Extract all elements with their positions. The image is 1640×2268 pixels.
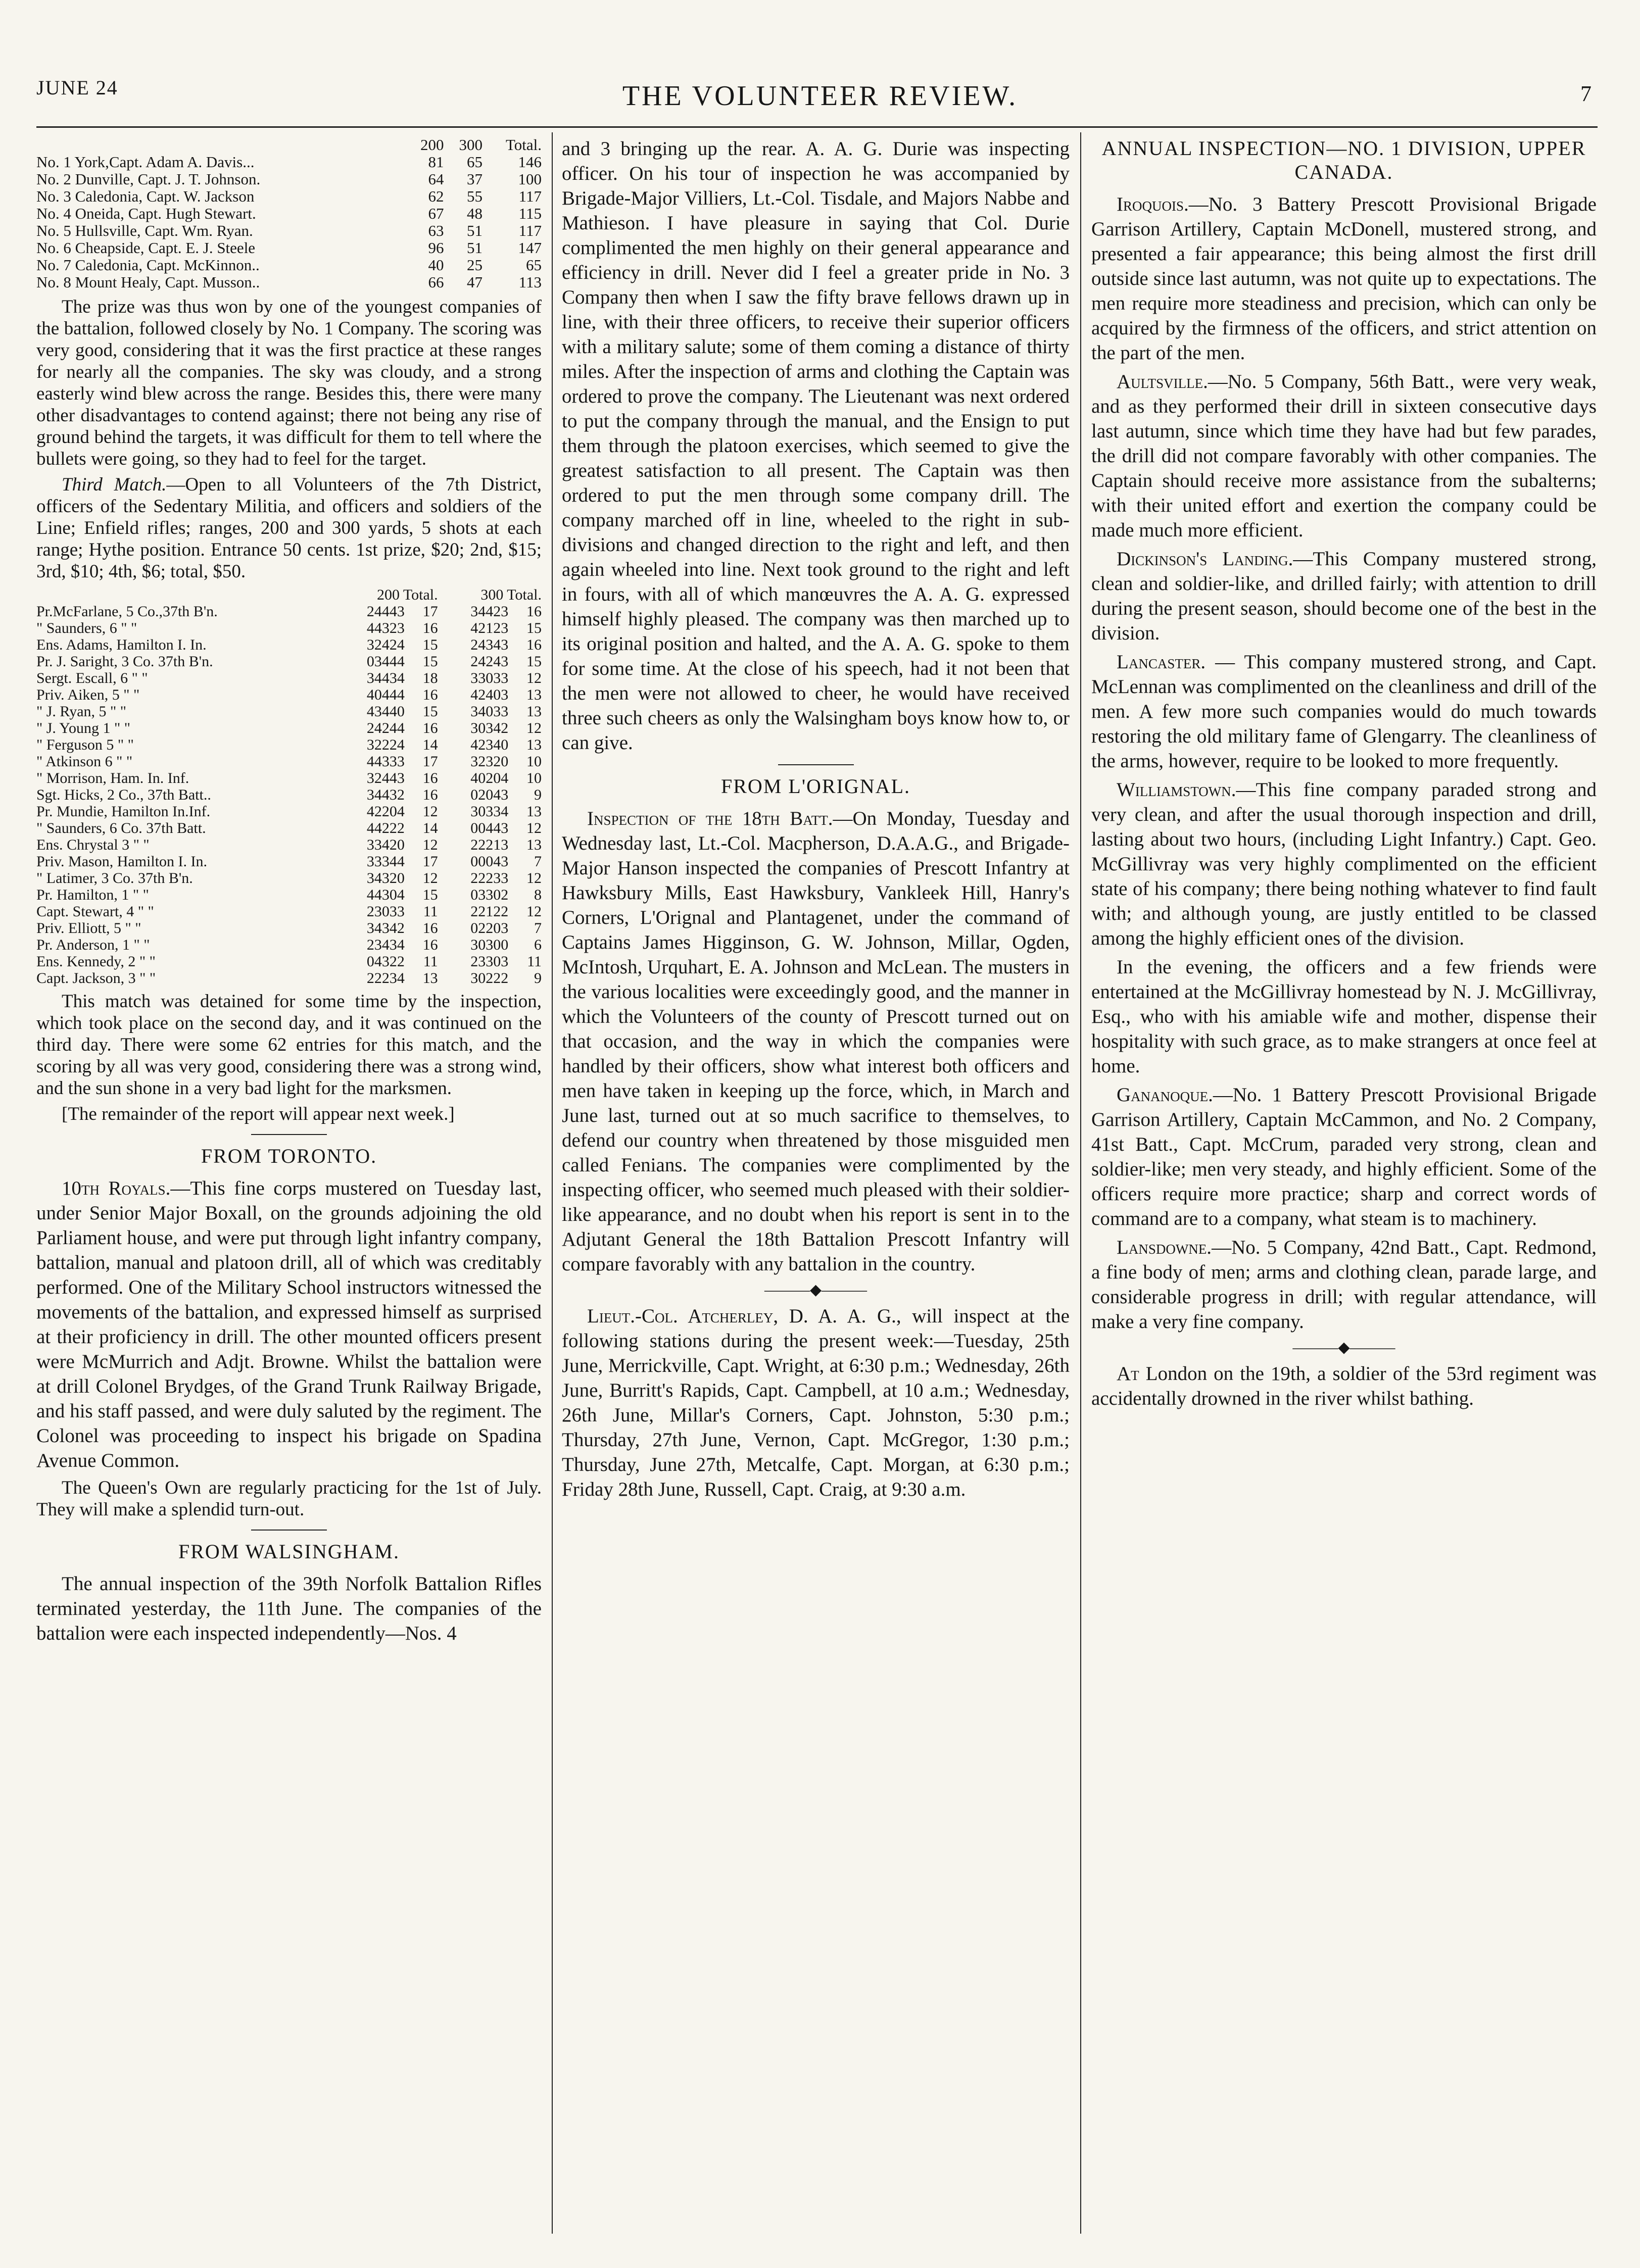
table-row xyxy=(36,222,542,239)
table-cell-score: 22213 xyxy=(470,836,509,853)
table-cell-score: 117 xyxy=(518,222,542,239)
table-cell-score: 67 xyxy=(428,205,444,222)
paragraph xyxy=(1091,547,1597,646)
table-row xyxy=(36,886,542,903)
table-cell-score: 17 xyxy=(422,853,438,870)
table-cell-score: 32320 xyxy=(470,753,509,770)
table-cell-score: 14 xyxy=(422,820,438,836)
table-cell-score: 33344 xyxy=(366,853,405,870)
section-divider xyxy=(778,764,854,765)
table-cell-score: 51 xyxy=(467,239,483,257)
table-cell-score: 64 xyxy=(428,170,444,188)
column-rule-2 xyxy=(1080,132,1081,2234)
table-row xyxy=(36,205,542,222)
paragraph-text: —On Monday, Tuesday and Wednesday last, Lt.-Col. Macpherson, D.A.A.G., and Brigade-Major Hanson inspected the companies of Prescott Infantry at Hawksbury Mills, East Hawksbury, Vankleek Hill, Hanry's Corners, L'Orignal and Plantagenet, under the command of Captains James Higginson, G. W. Johnson, Millar, Ogden, McIntosh, Urquhart, E. A. Johnson and McLean. The musters in the various localities were exceedingly good, and the manner in which the Volunteers of the county of Prescott turned out on that occasion, and the way in which the companies were handled by their officers, show what interest both officers and men have taken in keeping up the force, which, in March and June last, turned out at so much sacrifice to themselves, to defend our country when threatened by those misguided men called Fenians. The companies were complimented by the inspecting officer, who seemed much pleased with their soldier-like appearance, and no doubt when his report is sent in to the Adjutant General the 18th Battalion Prescott Infantry will compare favorably with any battalion in the country. xyxy=(562,808,1070,1275)
table-cell-score: 34423 xyxy=(470,603,509,620)
table-cell-score: 42123 xyxy=(470,620,509,636)
table-cell-score: 146 xyxy=(518,153,542,171)
table-cell-score: 00443 xyxy=(470,820,509,836)
table-cell-score: 15 xyxy=(422,886,438,903)
table-row xyxy=(36,257,542,274)
table-cell-score: 42204 xyxy=(366,803,405,820)
table-header-row xyxy=(36,586,542,603)
table-cell-score: 12 xyxy=(526,820,542,836)
table-cell-score: 9 xyxy=(534,970,542,987)
table-cell-score: 11 xyxy=(527,953,542,970)
table-cell-score: 03444 xyxy=(366,653,405,670)
table-cell-name: Ens. Kennedy, 2 " " xyxy=(36,953,156,970)
table-cell-score: 15 xyxy=(422,653,438,670)
table-cell-score: 48 xyxy=(467,205,483,222)
column-rule-1 xyxy=(552,132,553,2234)
table-cell-name: Priv. Aiken, 5 " " xyxy=(36,686,140,703)
table-cell-score: 24244 xyxy=(366,720,405,736)
page-header xyxy=(0,76,1640,121)
table-row xyxy=(36,970,542,987)
table-cell-score: 16 xyxy=(422,620,438,636)
paragraph-text: — This company mustered strong, and Capt. McLennan was complimented on the cleanliness and drill of the men. A few more such companies would do much towards restoring the old military fame of Glengarry. The cleanliness of the arms, however, require to be looked to more frequently. xyxy=(1091,651,1597,772)
paragraph-lead: Lancaster. xyxy=(1117,651,1206,673)
table-cell-score: 24443 xyxy=(366,603,405,620)
paragraph-text: —Open to all Volunteers of the 7th District, officers of the Sedentary Militia, and officers and soldiers of the Line; Enfield rifles; ranges, 200 and 300 yards, 5 shots at each range; Hythe position. Entrance 50 cents. 1st prize, $20; 2nd, $15; 3rd, $10; 4th, $6; total, $50. xyxy=(36,474,542,582)
table-cell-score: 17 xyxy=(422,753,438,770)
issue-date: JUNE 24 xyxy=(36,76,118,99)
newspaper-title: THE VOLUNTEER REVIEW. xyxy=(622,80,1018,112)
table-header-cell: Total. xyxy=(505,136,542,154)
table-cell-score: 96 xyxy=(428,239,444,257)
paragraph-lead: Aultsville. xyxy=(1117,371,1208,392)
table-cell-name: No. 7 Caledonia, Capt. McKinnon.. xyxy=(36,256,260,274)
table-cell-score: 12 xyxy=(422,803,438,820)
table-header-cell: 300 xyxy=(459,136,483,154)
table-cell-name: Capt. Jackson, 3 " " xyxy=(36,970,156,987)
table-cell-score: 9 xyxy=(534,786,542,803)
table-cell-score: 16 xyxy=(526,636,542,653)
table-cell-score: 42340 xyxy=(470,736,509,753)
table-cell-score: 23033 xyxy=(366,903,405,920)
paragraph-lead: Iroquois. xyxy=(1117,193,1189,215)
table-row xyxy=(36,753,542,770)
paragraph-text: —No. 5 Company, 56th Batt., were very weak, and as they performed their drill in sixteen consecutive days last autumn, since which time they have had but few parades, the drill did not compare favorably with other companies. The Captain should receive more assistance from the subalterns; with their united effort and exertion the company could be made much more efficient. xyxy=(1091,371,1597,541)
paragraph xyxy=(1091,777,1597,951)
table-cell-score: 6 xyxy=(534,936,542,953)
table-cell-score: 17 xyxy=(422,603,438,620)
table-cell-score: 16 xyxy=(422,720,438,736)
table-cell-score: 34342 xyxy=(366,920,405,936)
table-cell-score: 30342 xyxy=(470,720,509,736)
paragraph-lead: Third Match. xyxy=(62,474,167,495)
divider-ornament: ———◆——— xyxy=(1292,1339,1395,1356)
table-cell-name: No. 6 Cheapside, Capt. E. J. Steele xyxy=(36,239,256,257)
table-cell-score: 04322 xyxy=(366,953,405,970)
table-row xyxy=(36,953,542,970)
table-cell-score: 16 xyxy=(422,920,438,936)
paragraph: This match was detained for some time by the inspection, which took place on the second day, and it was continued on the third day. There were some 62 entries for this match, and the scoring by all was very good, considering there was a strong wind, and the sun shone in a very bad light for the marksmen. xyxy=(36,991,542,1099)
column-left xyxy=(36,136,542,2238)
table-row xyxy=(36,736,542,753)
table-cell-score: 147 xyxy=(518,239,542,257)
table-cell-score: 02203 xyxy=(470,920,509,936)
table-row xyxy=(36,154,542,171)
table-cell-score: 40204 xyxy=(470,770,509,786)
table-cell-score: 15 xyxy=(526,620,542,636)
paragraph-lead: 10th Royals. xyxy=(62,1177,171,1199)
paragraph-lead: Dickinson's Landing. xyxy=(1117,548,1293,570)
table-cell-score: 32424 xyxy=(366,636,405,653)
table-cell-score: 22233 xyxy=(470,870,509,886)
table-cell-score: 16 xyxy=(422,786,438,803)
table-cell-score: 13 xyxy=(526,703,542,720)
table-row xyxy=(36,803,542,820)
table-cell-name: " Atkinson 6 " " xyxy=(36,753,133,770)
score-table-third-match xyxy=(36,586,542,987)
paragraph xyxy=(1091,369,1597,543)
table-cell-name: No. 8 Mount Healy, Capt. Musson.. xyxy=(36,273,260,291)
paragraph-lead: Lieut.-Col. Atcherley, D. A. A. G., xyxy=(587,1305,901,1327)
table-cell-score: 15 xyxy=(422,636,438,653)
table-cell-name: " Saunders, 6 Co. 37th Batt. xyxy=(36,820,206,836)
table-cell-name: " Ferguson 5 " " xyxy=(36,736,134,753)
paragraph xyxy=(1091,1361,1597,1411)
table-cell-score: 37 xyxy=(467,170,483,188)
paragraph: The prize was thus won by one of the youngest companies of the battalion, followed closely by No. 1 Company. The scoring was very good, considering that it was the first practice at these ranges for nearly all the companies. The sky was cloudy, and a strong easterly wind blew across the range. Besides this, there were many other disadvantages to contend against; there not being any rise of ground behind the targets, it was difficult for them to tell where the bullets were going, so they had to feel for the target. xyxy=(36,297,542,469)
header-rule xyxy=(36,126,1598,128)
paragraph-text: will inspect at the following stations during the present week:—Tuesday, 25th June, Merrickville, Capt. Wright, at 6:30 p.m.; Wednesday, 26th June, Burritt's Rapids, Capt. Campbell, at 10 a.m.; Wednesday, 26th June, Millar's Corners, Capt. Johnston, 5:30 p.m.; Thursday, 27th June, Vernon, Capt. McGregor, 1:30 p.m.; Thursday, June 27th, Metcalfe, Capt. Morgan, at 6:30 p.m.; Friday 28th June, Russell, Capt. Craig, at 9:30 a.m. xyxy=(562,1305,1070,1500)
table-cell-score: 22122 xyxy=(470,903,509,920)
table-cell-name: Priv. Mason, Hamilton I. In. xyxy=(36,853,208,870)
table-row xyxy=(36,603,542,620)
paragraph: The annual inspection of the 39th Norfolk Battalion Rifles terminated yesterday, the 11th June. The companies of the battalion were each inspected independently—Nos. 4 xyxy=(36,1573,542,1644)
table-row xyxy=(36,239,542,257)
table-cell-score: 25 xyxy=(467,256,483,274)
table-cell-score: 42403 xyxy=(470,686,509,703)
table-header-cell xyxy=(36,586,334,603)
paragraph-text: —This fine company paraded strong and very clean, and after the usual thorough inspection and drill, lasting about two hours, (including Light Infantry.) Capt. Geo. McGillivray was very highly complimented on the efficient state of his company; there being nothing whatever to find fault with; and although young, are justly entitled to be classed among the highly efficient ones of the division. xyxy=(1091,779,1597,949)
table-cell-name: Priv. Elliott, 5 " " xyxy=(36,920,141,936)
table-cell-score: 12 xyxy=(422,836,438,853)
table-cell-name: " J. Ryan, 5 " " xyxy=(36,703,127,720)
table-cell-score: 12 xyxy=(422,870,438,886)
table-row xyxy=(36,936,542,953)
table-cell-score: 66 xyxy=(428,273,444,291)
table-header-cell: 200 xyxy=(420,136,444,154)
table-cell-name: Ens. Chrystal 3 " " xyxy=(36,836,150,853)
table-cell-score: 24243 xyxy=(470,653,509,670)
table-row xyxy=(36,620,542,636)
table-cell-name: No. 2 Dunville, Capt. J. T. Johnson. xyxy=(36,170,261,188)
table-cell-score: 12 xyxy=(526,903,542,920)
table-cell-score: 63 xyxy=(428,222,444,239)
table-cell-score: 34033 xyxy=(470,703,509,720)
table-cell-name: Pr. Anderson, 1 " " xyxy=(36,936,150,953)
paragraph: [The remainder of the report will appear next week.] xyxy=(62,1104,455,1124)
table-cell-score: 7 xyxy=(534,920,542,936)
table-cell-score: 40 xyxy=(428,256,444,274)
table-cell-score: 44333 xyxy=(366,753,405,770)
table-cell-score: 10 xyxy=(526,770,542,786)
table-row xyxy=(36,786,542,803)
column-middle xyxy=(562,136,1070,2238)
table-cell-score: 02043 xyxy=(470,786,509,803)
table-cell-score: 16 xyxy=(422,936,438,953)
table-header-cell: 200 Total. xyxy=(376,586,438,603)
paragraph-text: —No. 3 Battery Prescott Provisional Brigade Garrison Artillery, Captain McDonell, mustered strong, and presented a fair appearance; this being almost the first drill outside since last autumn, was not quite up to expectations. The men require more steadiness and precision, which can only be acquired by the firmness of the officers, and strict attention on the part of the men. xyxy=(1091,193,1597,364)
table-cell-score: 23434 xyxy=(366,936,405,953)
table-cell-score: 55 xyxy=(467,187,483,205)
section-divider xyxy=(251,1530,327,1531)
paragraph-text: —This Company mustered strong, clean and soldier-like, and drilled fairly; with attention to drill during the present season, should become one of the best in the division. xyxy=(1091,548,1597,644)
table-cell-name: Sgt. Hicks, 2 Co., 37th Batt.. xyxy=(36,786,211,803)
table-cell-score: 33420 xyxy=(366,836,405,853)
table-row xyxy=(36,853,542,870)
table-cell-score: 81 xyxy=(428,153,444,171)
table-cell-score: 13 xyxy=(422,970,438,987)
table-row xyxy=(36,703,542,720)
table-cell-score: 8 xyxy=(534,886,542,903)
table-cell-score: 40444 xyxy=(366,686,405,703)
table-cell-score: 13 xyxy=(526,803,542,820)
paragraph xyxy=(1091,192,1597,365)
table-row xyxy=(36,870,542,886)
table-cell-name: Capt. Stewart, 4 " " xyxy=(36,903,154,920)
table-row xyxy=(36,653,542,670)
table-cell-score: 32443 xyxy=(366,770,405,786)
paragraph xyxy=(36,474,542,582)
table-cell-name: " Morrison, Ham. In. Inf. xyxy=(36,770,189,786)
table-cell-name: Pr. Hamilton, 1 " " xyxy=(36,886,149,903)
paragraph-text: —No. 5 Company, 42nd Batt., Capt. Redmond, a fine body of men; arms and clothing clean, parade large, and considerable progress in drill; with regular attendance, will make a very fine company. xyxy=(1091,1237,1597,1333)
section-heading-lorignal: FROM L'ORIGNAL. xyxy=(721,775,910,798)
table-cell-score: 13 xyxy=(526,686,542,703)
table-cell-score: 34320 xyxy=(366,870,405,886)
table-cell-score: 117 xyxy=(518,187,542,205)
table-cell-score: 44323 xyxy=(366,620,405,636)
paragraph-text: —No. 1 Battery Prescott Provisional Brigade Garrison Artillery, Captain McCammon, and No. 2 Company, 41st Batt., Capt. McCrum, paraded very strong, clean and soldier-like; men very steady, and highly efficient. Some of the officers require more practice; sharp and correct words of command are to a company, what steam is to machinery. xyxy=(1091,1084,1597,1229)
table-cell-name: Pr. J. Saright, 3 Co. 37th B'n. xyxy=(36,653,213,670)
table-cell-score: 13 xyxy=(526,736,542,753)
table-cell-score: 12 xyxy=(526,670,542,686)
table-cell-score: 14 xyxy=(422,736,438,753)
table-header-cell: 300 Total. xyxy=(480,586,542,603)
section-divider xyxy=(251,1134,327,1135)
table-cell-score: 115 xyxy=(518,205,542,222)
table-cell-name: " Saunders, 6 " " xyxy=(36,620,137,636)
table-cell-score: 16 xyxy=(422,686,438,703)
table-cell-score: 11 xyxy=(423,953,438,970)
table-cell-score: 03302 xyxy=(470,886,509,903)
table-row xyxy=(36,670,542,686)
table-cell-name: Pr. Mundie, Hamilton In.Inf. xyxy=(36,803,211,820)
paragraph xyxy=(1091,1235,1597,1334)
paragraph xyxy=(1091,650,1597,773)
table-cell-score: 65 xyxy=(526,256,542,274)
table-cell-score: 23303 xyxy=(470,953,509,970)
table-cell-score: 62 xyxy=(428,187,444,205)
table-header-cell xyxy=(36,136,405,154)
table-row xyxy=(36,903,542,920)
table-cell-name: No. 5 Hullsville, Capt. Wm. Ryan. xyxy=(36,222,253,239)
table-cell-name: " Latimer, 3 Co. 37th B'n. xyxy=(36,870,193,886)
column-right xyxy=(1091,136,1597,2238)
table-cell-name: Pr.McFarlane, 5 Co.,37th B'n. xyxy=(36,603,218,620)
table-cell-score: 15 xyxy=(526,653,542,670)
table-row xyxy=(36,274,542,291)
table-cell-score: 11 xyxy=(423,903,438,920)
table-row xyxy=(36,636,542,653)
paragraph-lead: At xyxy=(1117,1363,1139,1385)
table-cell-score: 15 xyxy=(422,703,438,720)
table-row xyxy=(36,720,542,736)
table-cell-name: No. 3 Caledonia, Capt. W. Jackson xyxy=(36,187,255,205)
table-cell-score: 30300 xyxy=(470,936,509,953)
table-cell-score: 00043 xyxy=(470,853,509,870)
table-cell-score: 34432 xyxy=(366,786,405,803)
table-header-row xyxy=(36,136,542,154)
paragraph-text: —This fine corps mustered on Tuesday last, under Senior Major Boxall, on the grounds adjoining the old Parliament house, and were put through light infantry company, battalion, manual and platoon drill, all of which was creditably performed. One of the Military School instructors witnessed the movements of the battalion, and expressed himself as surprised at their proficiency in drill. The other mounted officers present were McMurrich and Adjt. Browne. Whilst the battalion were at drill Colonel Brydges, of the Grand Trunk Railway Brigade, and his staff passed, and were duly saluted by the regiment. The Colonel was proceeding to inspect his brigade on Spadina Avenue Common. xyxy=(36,1177,542,1471)
table-cell-score: 47 xyxy=(467,273,483,291)
score-table-companies xyxy=(36,136,542,291)
table-cell-score: 16 xyxy=(526,603,542,620)
table-cell-score: 44304 xyxy=(366,886,405,903)
paragraph-lead: Williamstown. xyxy=(1117,779,1236,801)
paragraph: and 3 bringing up the rear. A. A. G. Durie was inspecting officer. On his tour of inspection he was accompanied by Brigade-Major Villiers, Lt.-Col. Tisdale, and Majors Nabbe and Mathieson. I have pleasure in saying that Col. Durie complimented the men highly on their general appearance and efficiency in drill. Never did I feel a greater pride in No. 3 Company then when I saw the fifty brave fellows drawn up in line, with their three officers, to receive their superior officers with a military salute; some of them coming a distance of thirty miles. After the inspection of arms and clothing the Captain was ordered to prove the company. The Lieutenant was next ordered to put the company through the manual, and the Ensign to put them through the platoon exercises, which seemed to give the greatest satisfaction to all present. The Captain was then ordered to put the men through some company drill. The company marched off in line, wheeled to the right in sub-divisions and changed direction to the right and left, and then again wheeled into line. Next took ground to the right and left in fours, with all of which manœuvres the A. A. G. expressed himself highly pleased. The company was then marched up to its original position and halted, and the A. A. G. spoke to them for some time. At the close of his speech, had it not been that the men were not allowed to cheer, he would have received three such cheers as only the Walsingham boys know how to, or can give. xyxy=(562,138,1070,754)
paragraph xyxy=(562,806,1070,1276)
paragraph: The Queen's Own are regularly practicing for the 1st of July. They will make a splendid turn-out. xyxy=(36,1477,542,1520)
table-cell-score: 18 xyxy=(422,670,438,686)
table-cell-score: 7 xyxy=(534,853,542,870)
paragraph xyxy=(1091,1082,1597,1231)
table-cell-score: 43440 xyxy=(366,703,405,720)
table-row xyxy=(36,770,542,786)
table-cell-score: 65 xyxy=(467,153,483,171)
table-cell-score: 51 xyxy=(467,222,483,239)
table-row xyxy=(36,920,542,936)
table-cell-name: No. 1 York,Capt. Adam A. Davis... xyxy=(36,153,255,171)
table-cell-score: 12 xyxy=(526,720,542,736)
table-cell-score: 100 xyxy=(518,170,542,188)
section-heading-annual-inspection: ANNUAL INSPECTION—NO. 1 DIVISION, UPPER CANADA. xyxy=(1101,137,1586,183)
table-row xyxy=(36,171,542,188)
table-row xyxy=(36,188,542,205)
paragraph xyxy=(562,1304,1070,1502)
table-cell-score: 22234 xyxy=(366,970,405,987)
table-cell-score: 33033 xyxy=(470,670,509,686)
table-cell-score: 12 xyxy=(526,870,542,886)
section-heading-toronto: FROM TORONTO. xyxy=(201,1145,377,1167)
table-cell-score: 30222 xyxy=(470,970,509,987)
divider-ornament: ———◆——— xyxy=(764,1281,867,1298)
section-heading-walsingham: FROM WALSINGHAM. xyxy=(178,1540,400,1563)
table-cell-score: 32224 xyxy=(366,736,405,753)
table-cell-score: 13 xyxy=(526,836,542,853)
page-number: 7 xyxy=(1580,81,1591,106)
table-row xyxy=(36,686,542,703)
paragraph: In the evening, the officers and a few friends were entertained at the McGillivray homestead by N. J. McGillivray, Esq., who with his amiable wife and mother, dispense their hospitality with such grace, as to make strangers at once feel at home. xyxy=(1091,956,1597,1077)
paragraph-lead: Gananoque. xyxy=(1117,1084,1213,1106)
table-cell-score: 44222 xyxy=(366,820,405,836)
paragraph-lead: Inspection of the 18th Batt. xyxy=(587,808,833,829)
table-row xyxy=(36,836,542,853)
table-cell-name: No. 4 Oneida, Capt. Hugh Stewart. xyxy=(36,205,256,222)
table-cell-score: 30334 xyxy=(470,803,509,820)
table-cell-score: 113 xyxy=(518,273,542,291)
table-cell-name: " J. Young 1 " " xyxy=(36,720,130,736)
table-cell-score: 10 xyxy=(526,753,542,770)
table-cell-score: 34434 xyxy=(366,670,405,686)
paragraph-text: London on the 19th, a soldier of the 53rd regiment was accidentally drowned in the river whilst bathing. xyxy=(1091,1363,1597,1409)
paragraph xyxy=(36,1176,542,1473)
table-cell-score: 16 xyxy=(422,770,438,786)
table-cell-score: 24343 xyxy=(470,636,509,653)
table-cell-name: Sergt. Escall, 6 " " xyxy=(36,670,148,686)
paragraph-lead: Lansdowne. xyxy=(1117,1237,1212,1258)
table-row xyxy=(36,820,542,836)
table-cell-name: Ens. Adams, Hamilton I. In. xyxy=(36,636,207,653)
